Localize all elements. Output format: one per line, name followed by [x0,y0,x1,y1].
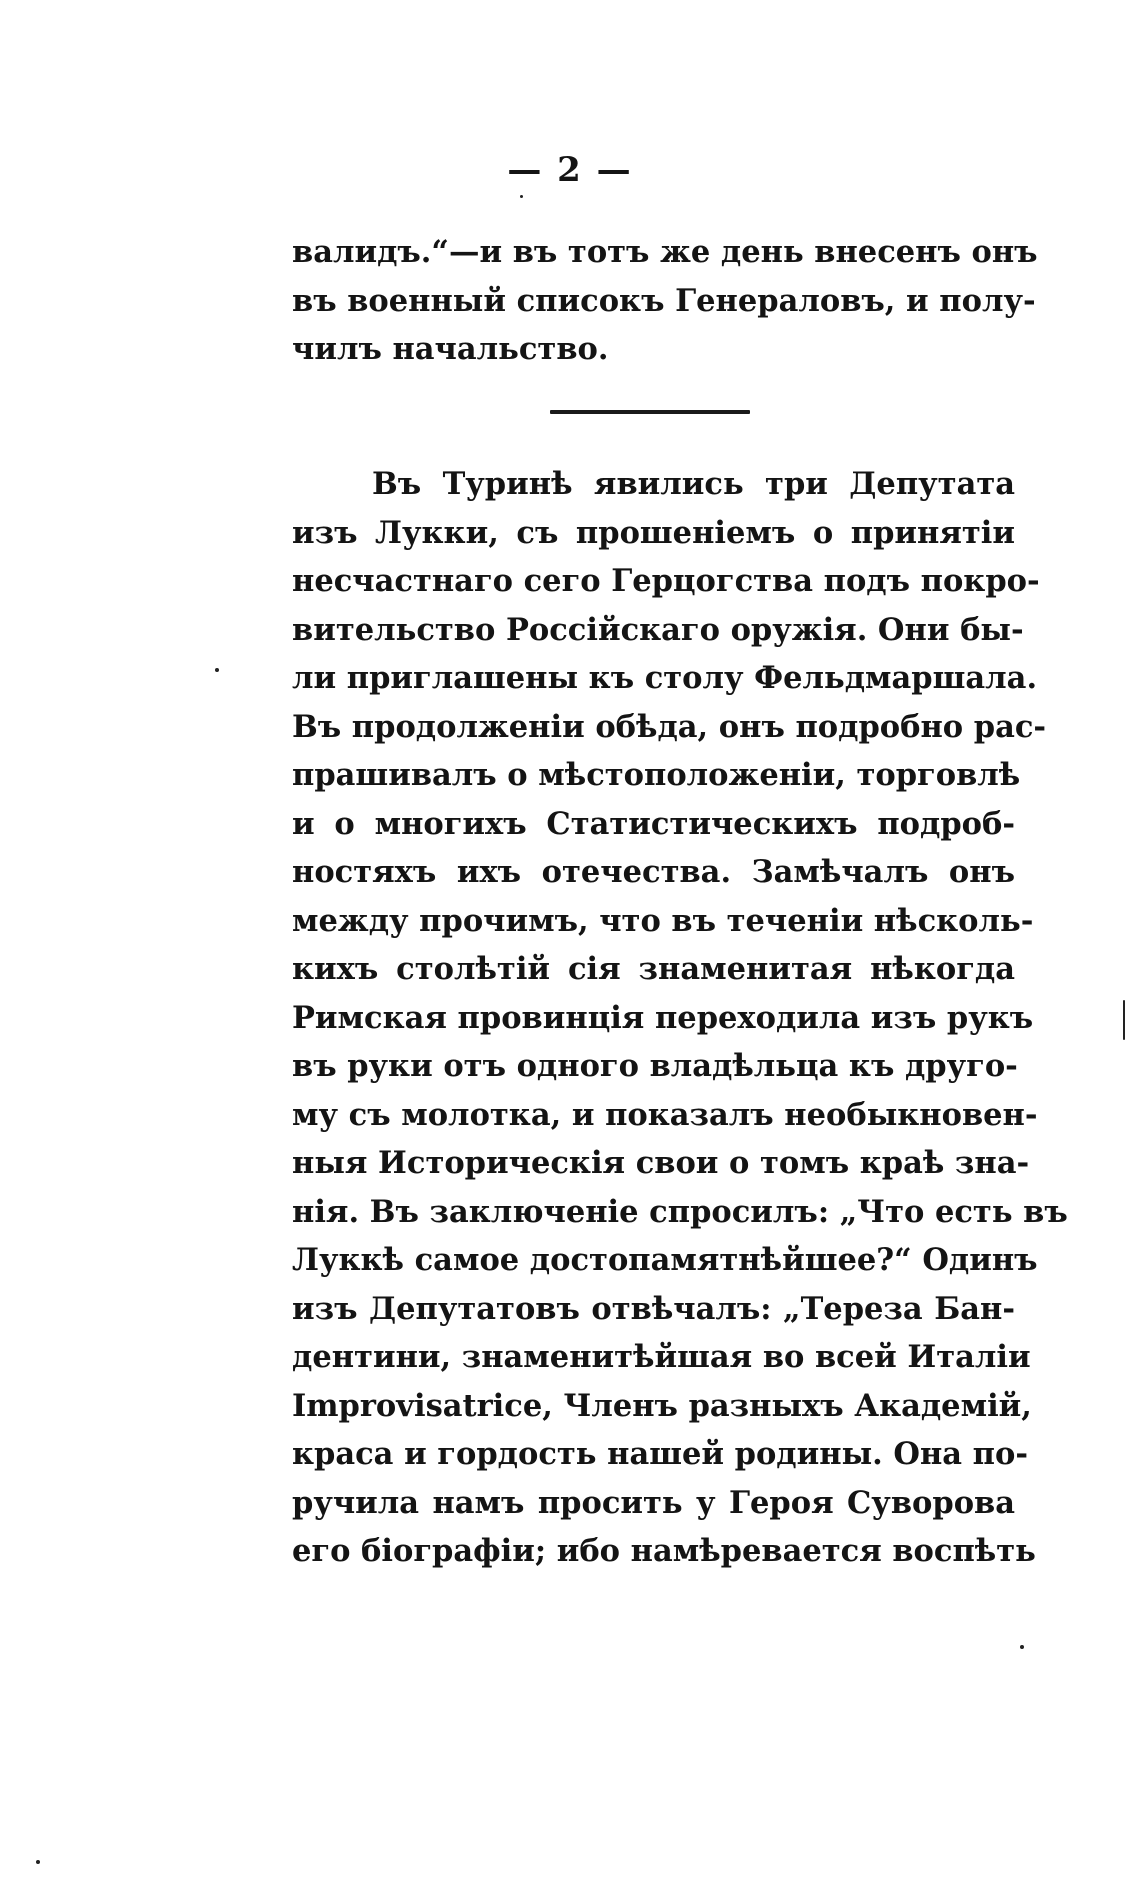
text-line: чилъ начальство. [292,331,609,367]
text-line: несчастнаго сего Герцогства подъ покро- [292,563,1040,599]
text-line: Луккѣ самое достопамятнѣйшее?“ Одинъ [292,1242,1038,1278]
text-line: Въ продолженіи обѣда, онъ подробно рас- [292,708,1047,745]
scan-speck [1123,1000,1125,1040]
top-paragraph [292,228,1038,374]
text-line: прашивалъ о мѣстоположеніи, торговлѣ [292,757,1021,793]
text-line: кихъ столѣтій сія знаменитая нѣкогда [292,951,1015,987]
main-paragraph [292,460,1068,1576]
scan-speck [36,1860,40,1864]
text-line: изъ Депутатовъ отвѣчалъ: „Тереза Бан- [292,1290,1015,1327]
text-line: му съ молотка, и показалъ необыкновен- [292,1096,1038,1133]
text-line: ностяхъ ихъ отечества. Замѣчалъ онъ [292,854,1015,890]
text-line: въ руки отъ одного владѣльца къ друго- [292,1048,1018,1084]
text-line: и о многихъ Статистическихъ подроб- [292,805,1015,842]
text-line: между прочимъ, что въ теченіи нѣсколь- [292,902,1034,939]
text-line: изъ Лукки, съ прошеніемъ о принятіи [292,514,1015,551]
text-line: вительство Россійскаго оружія. Они бы- [292,611,1024,648]
scan-speck [520,195,523,198]
text-line: валидъ.“—и въ тотъ же день внесенъ онъ [292,234,1038,270]
text-line: ручила намъ просить у Героя Суворова [292,1484,1015,1521]
text-line: въ военный списокъ Генераловъ, и полу- [292,282,1036,319]
text-line: Въ Туринѣ явились три Депутата [372,466,1015,502]
text-line: его біографіи; ибо намѣревается воспѣть [292,1533,1036,1569]
text-line: Improvisatrice, Членъ разныхъ Академій, [292,1387,1032,1424]
text-line: ныя Историческія свои о томъ краѣ зна- [292,1145,1030,1181]
section-divider [550,410,750,414]
text-line: Римская провинція переходила изъ рукъ [292,999,1034,1036]
scan-speck [1020,1645,1024,1649]
page-number: — 2 — [507,150,633,190]
scan-speck [215,668,219,672]
text-line: дентини, знаменитѣйшая во всей Италіи [292,1339,1031,1375]
text-line: краса и гордость нашей родины. Она по- [292,1436,1028,1472]
text-line: ли приглашены къ столу Фельдмаршала. [292,660,1038,696]
text-line: нія. Въ заключеніе спросилъ: „Что есть въ [292,1193,1068,1230]
